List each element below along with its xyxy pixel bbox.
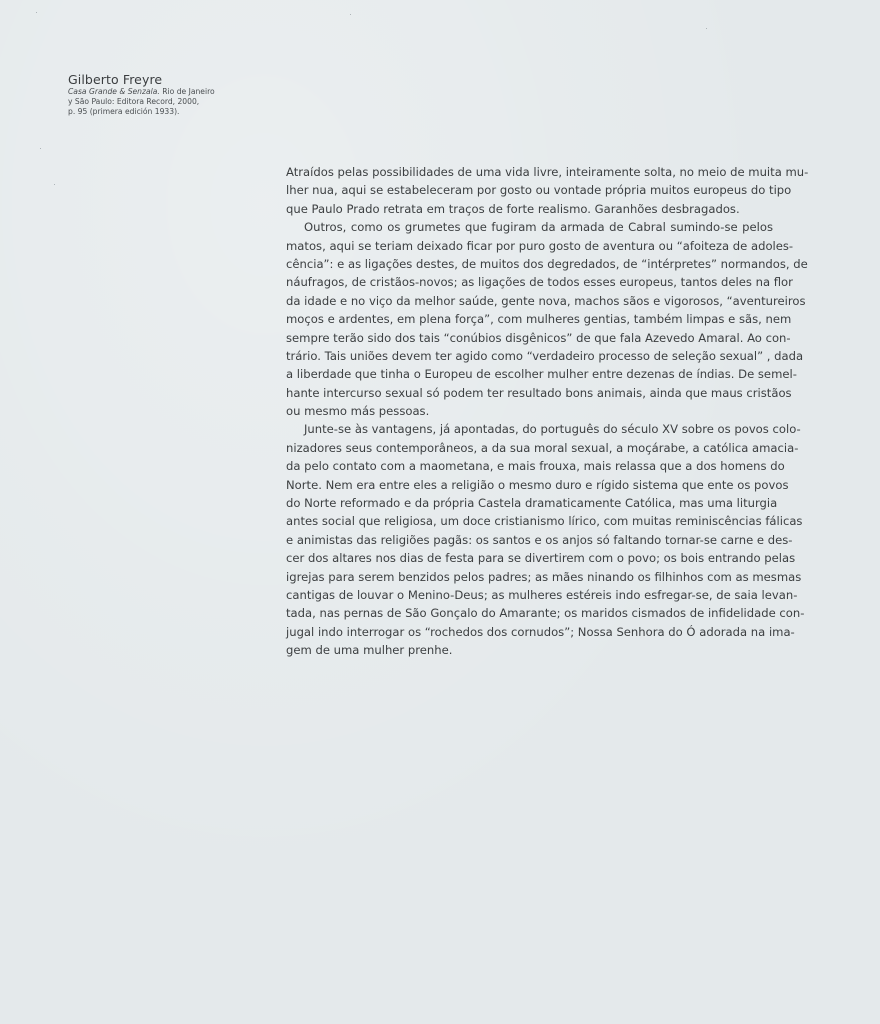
text-line: nizadores seus contemporâneos, a da sua moral sexual, a moçárabe, a católica amacia-: [286, 440, 799, 455]
text-line: igrejas para serem benzidos pelos padres; as mães ninando os filhinhos com as mesmas: [286, 569, 802, 584]
paper-speck: [706, 28, 707, 29]
paper-speck: [350, 14, 351, 15]
paper-speck: [40, 148, 41, 149]
text-line: lher nua, aqui se estabeleceram por gosto ou vontade própria muitos europeus do tipo: [286, 183, 792, 198]
text-line: Atraídos pelas possibilidades de uma vida livre, inteiramente solta, no meio de muita mu-: [286, 165, 809, 179]
paper-speck: [36, 12, 37, 13]
text-line: trário. Tais uniões devem ter agido como “verdadeiro processo de seleção sexual” , dada: [286, 348, 804, 363]
citation-author: Gilberto Freyre: [68, 72, 163, 87]
text-line: Junte-se às vantagens, já apontadas, do português do século XV sobre os povos colo-: [304, 422, 801, 437]
text-line: matos, aqui se teriam deixado ficar por puro gosto de aventura ou “afoiteza de adoles-: [286, 238, 794, 253]
text-line: que Paulo Prado retrata em traços de forte realismo. Garanhões desbragados.: [286, 201, 740, 216]
citation-place: Rio de Janeiro: [159, 87, 215, 96]
text-line: da pelo contato com a maometana, e mais frouxa, mais relassa que a dos homens do: [286, 459, 785, 474]
text-line: náufragos, de cristãos-novos; as ligações de todos esses europeus, tantos deles na flor: [286, 275, 793, 290]
text-line: antes social que religiosa, um doce cristianismo lírico, com muitas reminiscências fálicas: [286, 514, 803, 529]
citation-publisher: y São Paulo: Editora Record, 2000,: [68, 97, 200, 107]
text-line: da idade e no viço da melhor saúde, gente nova, machos sãos e vigorosos, “aventureiros: [286, 293, 806, 308]
text-line: e animistas das religiões pagãs: os santos e os anjos só faltando tornar-se carne e des-: [286, 532, 793, 547]
text-line: cência”: e as ligações destes, de muitos dos degredados, de “intérpretes” normandos, de: [286, 256, 808, 271]
paper-speck: [54, 184, 55, 185]
citation-block: [68, 72, 268, 118]
text-line: gem de uma mulher prenhe.: [286, 643, 453, 658]
text-line: cantigas de louvar o Menino-Deus; as mulheres estéreis indo esfregar-se, de saia levan-: [286, 587, 798, 602]
citation-page: p. 95 (primera edición 1933).: [68, 107, 180, 117]
text-line: moços e ardentes, em plena força”, com mulheres gentias, também limpas e sãs, nem: [286, 312, 792, 327]
text-line: ou mesmo más pessoas.: [286, 404, 430, 419]
text-line: cer dos altares nos dias de festa para se divertirem com o povo; os bois entrando pelas: [286, 551, 796, 566]
text-line: tada, nas pernas de São Gonçalo do Amarante; os maridos cismados de infidelidade con-: [286, 606, 805, 621]
text-line: a liberdade que tinha o Europeu de escolher mulher entre dezenas de índias. De semel-: [286, 367, 797, 382]
main-text: [286, 163, 809, 660]
text-line: sempre terão sido dos tais “conúbios disgênicos” de que fala Azevedo Amaral. Ao con-: [286, 330, 791, 345]
citation-book-title: Casa Grande & Senzala.: [68, 87, 160, 96]
text-line: jugal indo interrogar os “rochedos dos cornudos”; Nossa Senhora do Ó adorada na ima-: [286, 624, 795, 639]
text-line: Norte. Nem era entre eles a religião o mesmo duro e rígido sistema que ente os povos: [286, 477, 789, 492]
citation-source-line: [68, 87, 268, 97]
text-line: hante intercurso sexual só podem ter resultado bons animais, ainda que maus cristãos: [286, 385, 792, 400]
text-line: do Norte reformado e da própria Castela dramaticamente Católica, mas uma liturgia: [286, 496, 778, 511]
text-line: Outros, como os grumetes que fugiram da armada de Cabral sumindo-se pelos: [304, 220, 773, 235]
